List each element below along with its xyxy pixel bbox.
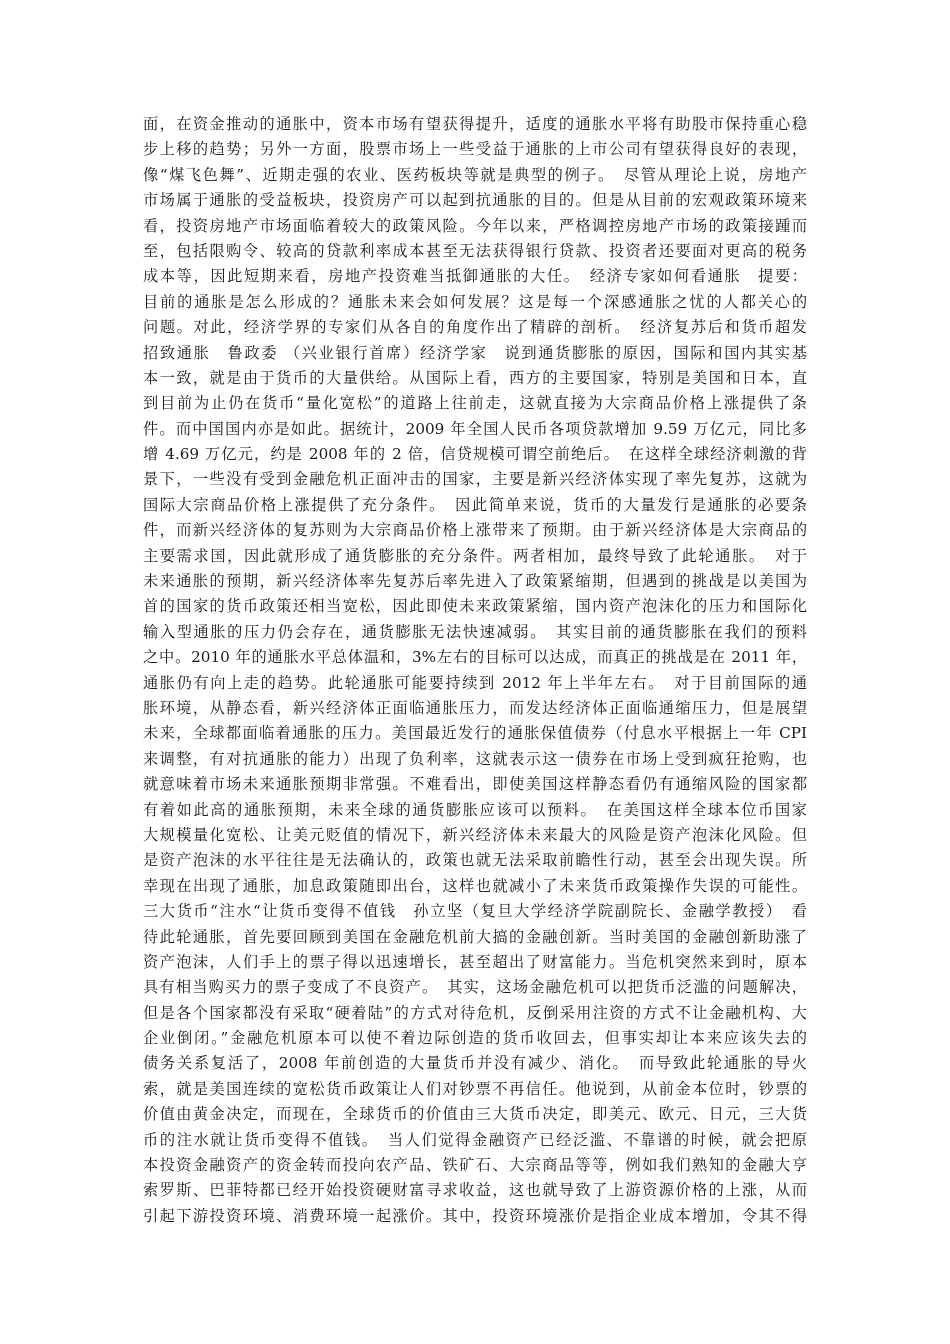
text-line: 主要需求国，因此就形成了通货膨胀的充分条件。两者相加，最终导致了此轮通胀。 对于 bbox=[143, 546, 807, 565]
text-line: 至，包括限购令、较高的贷款利率成本甚至无法获得银行贷款、投资者还要面对更高的税务 bbox=[143, 241, 807, 260]
text-line: 到目前为止仍在货币“量化宽松”的道路上往前走，这就直接为大宗商品价格上涨提供了条 bbox=[143, 394, 807, 413]
text-line: 景下，一些没有受到金融危机正面冲击的国家，主要是新兴经济体实现了率先复苏，这就为 bbox=[143, 470, 807, 489]
text-line: 债务关系复活了，2008 年前创造的大量货币并没有减少、消化。 而导致此轮通胀的导火 bbox=[143, 1054, 807, 1073]
text-line: 资产泡沫，人们手上的票子得以迅速增长，甚至超出了财富能力。当危机突然来到时，原本 bbox=[143, 952, 807, 971]
text-line: 输入型通胀的压力仍会存在，通货膨胀无法快速减弱。 其实目前的通货膨胀在我们的预料 bbox=[143, 622, 807, 641]
text-line: 索罗斯、巴菲特都已经开始投资硬财富寻求收益，这也就导致了上游资源价格的上涨，从而 bbox=[143, 1181, 807, 1200]
text-line: 价值由黄金决定，而现在，全球货币的价值由三大货币决定，即美元、欧元、日元，三大货 bbox=[143, 1105, 807, 1124]
text-line: 件，而新兴经济体的复苏则为大宗商品价格上涨带来了预期。由于新兴经济体是大宗商品的 bbox=[143, 521, 807, 540]
text-line: 币的注水就让货币变得不值钱。 当人们觉得金融资产已经泛滥、不靠谱的时候，就会把原 bbox=[143, 1130, 807, 1149]
text-line: 有着如此高的通胀预期，未来全球的通货膨胀应该可以预料。 在美国这样全球本位币国家 bbox=[143, 800, 807, 819]
text-line: 招致通胀 鲁政委 （兴业银行首席）经济学家 说到通货膨胀的原因，国际和国内其实基 bbox=[143, 343, 807, 362]
text-line: 大规模量化宽松、让美元贬值的情况下，新兴经济体未来最大的风险是资产泡沫化风险。但 bbox=[143, 825, 807, 844]
text-line: 索，就是美国连续的宽松货币政策让人们对钞票不再信任。他说到，从前金本位时，钞票的 bbox=[143, 1079, 807, 1098]
text-line: 未来，全球都面临着通胀的压力。美国最近发行的通胀保值债券（付息水平根据上一年 CPI bbox=[143, 724, 807, 743]
text-line: 国际大宗商品价格上涨提供了充分条件。 因此简单来说，货币的大量发行是通胀的必要条 bbox=[143, 495, 807, 514]
text-line: 待此轮通胀，首先要回顾到美国在金融危机前大搞的金融创新。当时美国的金融创新助涨了 bbox=[143, 927, 807, 946]
text-line: 成本等，因此短期来看，房地产投资难当抵御通胀的大任。 经济专家如何看通胀 提要： bbox=[143, 267, 807, 286]
text-line: 目前的通胀是怎么形成的？通胀未来会如何发展？这是每一个深感通胀之忧的人都关心的 bbox=[143, 292, 807, 311]
text-line: 幸现在出现了通胀，加息政策随即出台，这样也就减小了未来货币政策操作失误的可能性。 bbox=[143, 876, 807, 895]
text-line: 步上移的趋势；另外一方面，股票市场上一些受益于通胀的上市公司有望获得良好的表现， bbox=[143, 140, 807, 159]
text-line: 本一致，就是由于货币的大量供给。从国际上看，西方的主要国家，特别是美国和日本，直 bbox=[143, 368, 807, 387]
text-line: 三大货币“注水“让货币变得不值钱 孙立坚（复旦大学经济学院副院长、金融学教授） 看 bbox=[143, 902, 807, 921]
text-line: 像“煤飞色舞”、近期走强的农业、医药板块等就是典型的例子。 尽管从理论上说，房地产 bbox=[143, 165, 807, 184]
text-line: 就意味着市场未来通胀预期非常强。不难看出，即使美国这样静态看仍有通缩风险的国家都 bbox=[143, 775, 807, 794]
text-line: 看，投资房地产市场面临着较大的政策风险。今年以来，严格调控房地产市场的政策接踵而 bbox=[143, 216, 807, 235]
text-line: 面，在资金推动的通胀中，资本市场有望获得提升，适度的通胀水平将有助股市保持重心稳 bbox=[143, 115, 807, 133]
text-line: 是资产泡沫的水平往往是无法确认的，政策也就无法采取前瞻性行动，甚至会出现失误。所 bbox=[143, 851, 807, 870]
document-body bbox=[143, 112, 807, 1229]
text-line: 胀环境，从静态看，新兴经济体正面临通胀压力，而发达经济体正面临通缩压力，但是展望 bbox=[143, 698, 807, 717]
text-line: 市场属于通胀的受益板块，投资房产可以起到抗通胀的目的。但是从目前的宏观政策环境来 bbox=[143, 191, 807, 210]
text-line: 首的国家的货币政策还相当宽松，因此即使未来政策紧缩，国内资产泡沫化的压力和国际化 bbox=[143, 597, 807, 616]
text-line: 企业倒闭。”金融危机原本可以使不着边际创造的货币收回去，但事实却让本来应该失去的 bbox=[143, 1029, 807, 1048]
text-line: 但是各个国家都没有采取“硬着陆”的方式对待危机，反倒采用注资的方式不让金融机构、大 bbox=[143, 1003, 807, 1022]
text-line: 增 4.69 万亿元，约是 2008 年的 2 倍，信贷规模可谓空前绝后。 在这样全球经济刺激的背 bbox=[143, 445, 807, 464]
text-line: 之中。2010 年的通胀水平总体温和，3%左右的目标可以达成，而真正的挑战是在 2011 年， bbox=[143, 648, 807, 667]
text-line: 通胀仍有向上走的趋势。此轮通胀可能要持续到 2012 年上半年左右。 对于目前国际的通 bbox=[143, 673, 807, 692]
text-line: 具有相当购买力的票子变成了不良资产。 其实，这场金融危机可以把货币泛滥的问题解决， bbox=[143, 978, 807, 997]
text-line: 未来通胀的预期，新兴经济体率先复苏后率先进入了政策紧缩期，但遇到的挑战是以美国为 bbox=[143, 572, 807, 591]
text-line: 引起下游投资环境、消费环境一起涨价。其中，投资环境涨价是指企业成本增加，令其不得 bbox=[143, 1206, 807, 1225]
text-line: 件。而中国国内亦是如此。据统计，2009 年全国人民币各项贷款增加 9.59 万亿元，同比多 bbox=[143, 419, 807, 438]
text-line: 来调整，有对抗通胀的能力）出现了负利率，这就表示这一债券在市场上受到疯狂抢购，也 bbox=[143, 749, 807, 768]
text-line: 问题。对此，经济学界的专家们从各自的角度作出了精辟的剖析。 经济复苏后和货币超发 bbox=[143, 318, 807, 337]
text-line: 本投资金融资产的资金转而投向农产品、铁矿石、大宗商品等等，例如我们熟知的金融大亨 bbox=[143, 1156, 807, 1175]
